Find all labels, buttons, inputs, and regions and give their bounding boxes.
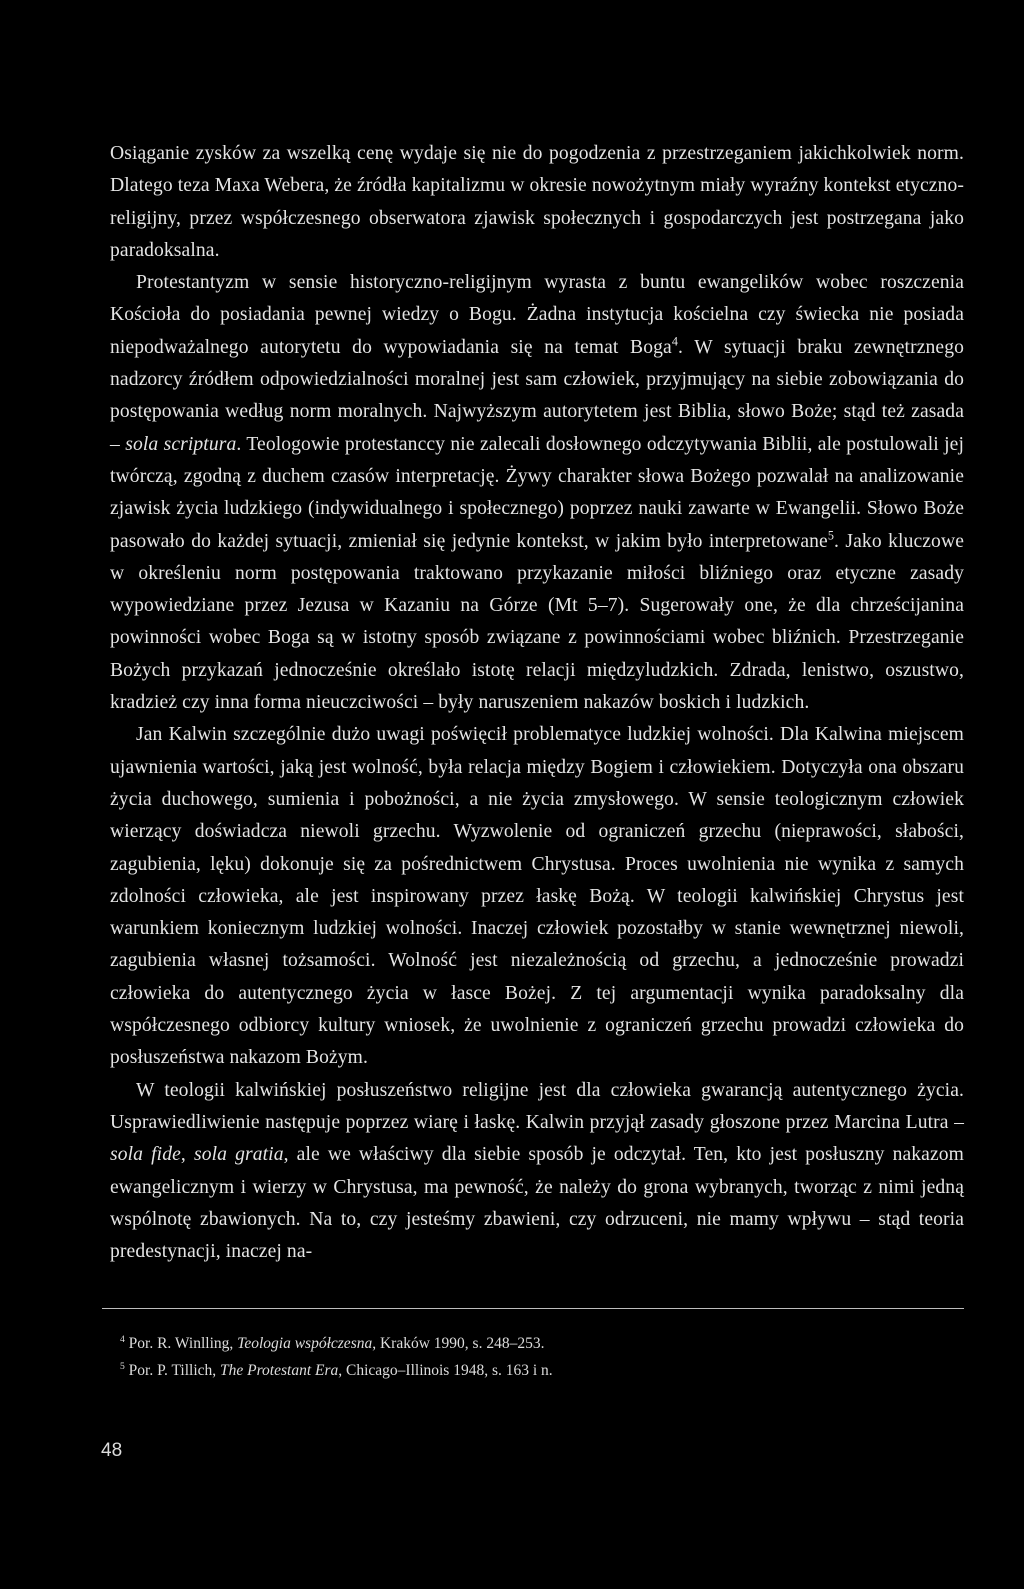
footnote	[120, 1330, 940, 1357]
footnote-ref: 4	[120, 1334, 125, 1346]
italic-text: sola gratia	[193, 1144, 284, 1166]
text-run: . W sytuacji braku zewnętrznego nadzorcy źródłem odpowiedzialności moralnej jest sam człowiek, przyjmujący na siebie zobowiązania do postępowania według norm moralnych. Najwyższym autorytetem jest Biblia, słowo Boże; stąd też zasada –	[110, 336, 964, 455]
paragraph	[110, 1075, 964, 1269]
text-run: Por. R. Winlling,	[124, 1335, 238, 1352]
text-run: . Jako kluczowe w określeniu norm postępowania traktowano przykazanie miłości bliźniego oraz etyczne zasady wypowiedziane przez Jezusa w Kazaniu na Górze (Mt 5–7). Sugerowały one, że dla chrześcijanina powinności wobec Boga są w istotny sposób związane z powinnościami wobec bliźnich. Przestrzeganie Bożych przykazań jednocześnie określało istotę relacji międzyludzkich. Zdrada, lenistwo, oszustwo, kradzież czy inna forma nieuczciwości – były naruszeniem nakazów boskich i ludzkich.	[110, 530, 964, 714]
text-run: W teologii kalwińskiej posłuszeństwo religijne jest dla człowieka gwarancją autentycznego życia. Usprawiedliwienie następuje poprzez wiarę i łaskę. Kalwin przyjął zasady głoszone przez Marcina Lutra –	[110, 1079, 964, 1133]
text-run: ,	[180, 1144, 194, 1166]
paragraph	[110, 719, 964, 1074]
italic-text: sola scriptura	[125, 433, 237, 455]
footnote	[120, 1357, 940, 1384]
text-run: . Teologowie protestanccy nie zalecali dosłownego odczytywania Biblii, ale postulowali jej twórczą, zgodną z duchem czasów interpretację. Żywy charakter słowa Bożego pozwalał na analizowanie zjawisk życia ludzkiego (indywidualnego i społecznego) poprzez nauki zawarte w Ewangelii. Słowo Boże pasowało do każdej sytuacji, zmieniał się jedynie kontekst, w jakim było interpretowane	[110, 433, 964, 552]
page-number: 48	[101, 1440, 123, 1461]
text-run: , Kraków 1990, s. 248–253.	[372, 1335, 545, 1352]
footnotes	[120, 1330, 940, 1384]
text-run: Por. P. Tillich,	[124, 1362, 220, 1379]
footnote-separator	[102, 1308, 964, 1309]
italic-text: sola fide	[110, 1144, 181, 1166]
italic-text: The Protestant Era	[220, 1362, 339, 1379]
text-run: Jan Kalwin szczególnie dużo uwagi poświęcił problematyce ludzkiej wolności. Dla Kalwina miejscem ujawnienia wartości, jaką jest wolność, była relacja między Bogiem i człowiekiem. Dotyczyła ona obszaru życia duchowego, sumienia i pobożności, a nie życia zmysłowego. W sensie teologicznym człowiek wierzący doświadcza niewoli grzechu. Wyzwolenie od ograniczeń grzechu (nieprawości, słabości, zagubienia, lęku) dokonuje się za pośrednictwem Chrystusa. Proces uwolnienia nie wynika z samych zdolności człowieka, ale jest inspirowany przez łaskę Bożą. W teologii kalwińskiej Chrystus jest warunkiem koniecznym ludzkiej wolności. Inaczej człowiek pozostałby w stanie wewnętrznej niewoli, zagubienia własnej tożsamości. Wolność jest niezależnością od grzechu, a jednocześnie prowadzi człowieka do autentycznego życia w łasce Bożej. Z tej argumentacji wynika paradoksalny dla współczesnego odbiorcy kultury wniosek, że uwolnienie z ograniczeń grzechu prowadzi człowieka do posłuszeństwa nakazom Bożym.	[110, 724, 964, 1069]
footnote-ref: 5	[827, 528, 835, 543]
italic-text: Teologia współczesna	[237, 1335, 373, 1352]
text-run: Protestantyzm w sensie historyczno-religijnym wyrasta z buntu ewangelików wobec roszczenia Kościoła do posiadania pewnej wiedzy o Bogu. Żadna instytucja kościelna czy świecka nie posiada niepodważalnego autorytetu do wypowiadania się na temat Boga	[110, 272, 964, 358]
text-run: , Chicago–Illinois 1948, s. 163 i n.	[338, 1362, 553, 1379]
paragraph	[110, 267, 964, 719]
paragraph	[110, 138, 964, 267]
footnote-ref: 5	[120, 1361, 125, 1373]
body-text	[110, 138, 964, 1268]
text-run: Osiąganie zysków za wszelką cenę wydaje się nie do pogodzenia z przestrzeganiem jakichkolwiek norm. Dlatego teza Maxa Webera, że źródła kapitalizmu w okresie nowożytnym miały wyraźny kontekst etyczno-religijny, przez współczesnego obserwatora zjawisk społecznych i gospodarczych jest postrzegana jako paradoksalna.	[110, 143, 964, 261]
text-run: , ale we właściwy dla siebie sposób je odczytał. Ten, kto jest posłuszny nakazom ewangelicznym i wierzy w Chrystusa, ma pewność, że należy do grona wybranych, tworząc z nimi jedną wspólnotę zbawionych. Na to, czy jesteśmy zbawieni, czy odrzuceni, nie mamy wpływu – stąd teoria predestynacji, inaczej na-	[110, 1144, 965, 1263]
footnote-ref: 4	[671, 334, 678, 349]
